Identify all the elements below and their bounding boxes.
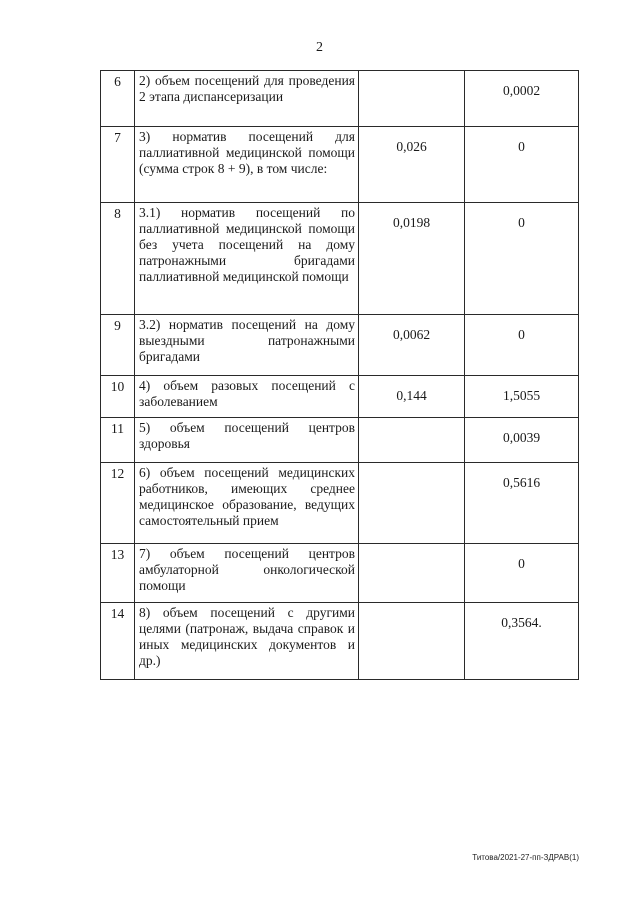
table-row xyxy=(101,315,579,376)
row-description: 3.2) норматив посещений на дому выездными патронажными бригадами xyxy=(135,315,359,376)
row-value-2: 0 xyxy=(465,315,579,376)
row-value-2: 0,0039 xyxy=(465,418,579,463)
table-row xyxy=(101,603,579,680)
row-value-1: 0,026 xyxy=(359,127,465,203)
row-number: 11 xyxy=(101,418,135,463)
row-description: 3.1) норматив посещений по паллиативной медицинской помощи без учета посещений на дому патронажными бригадами паллиативной медицинской помощи xyxy=(135,203,359,315)
table-row xyxy=(101,544,579,603)
row-number: 10 xyxy=(101,376,135,418)
row-value-2: 1,5055 xyxy=(465,376,579,418)
row-value-2: 0 xyxy=(465,127,579,203)
row-number: 8 xyxy=(101,203,135,315)
row-description: 7) объем посещений центров амбулаторной онкологической помощи xyxy=(135,544,359,603)
row-number: 7 xyxy=(101,127,135,203)
table-row xyxy=(101,71,579,127)
row-description: 3) норматив посещений для паллиативной медицинской помощи (сумма строк 8 + 9), в том числе: xyxy=(135,127,359,203)
page-number: 2 xyxy=(316,40,323,55)
document-code: Титова/2021-27-пп-ЗДРАВ(1) xyxy=(472,853,579,862)
row-value-1: 0,0062 xyxy=(359,315,465,376)
row-number: 14 xyxy=(101,603,135,680)
row-number: 9 xyxy=(101,315,135,376)
row-number: 13 xyxy=(101,544,135,603)
row-description: 2) объем посещений для проведения 2 этапа диспансеризации xyxy=(135,71,359,127)
row-value-1 xyxy=(359,544,465,603)
row-description: 4) объем разовых посещений с заболеванием xyxy=(135,376,359,418)
row-description: 8) объем посещений с другими целями (патронаж, выдача справок и иных медицинских документов и др.) xyxy=(135,603,359,680)
row-value-1 xyxy=(359,603,465,680)
row-number: 12 xyxy=(101,463,135,544)
row-value-2: 0 xyxy=(465,544,579,603)
row-value-1 xyxy=(359,418,465,463)
data-table xyxy=(100,70,579,680)
row-value-1 xyxy=(359,463,465,544)
row-description: 6) объем посещений медицинских работников, имеющих среднее медицинское образование, ведущих самостоятельный прием xyxy=(135,463,359,544)
row-value-1 xyxy=(359,71,465,127)
row-number: 6 xyxy=(101,71,135,127)
row-value-2: 0,5616 xyxy=(465,463,579,544)
table-row xyxy=(101,418,579,463)
table-row xyxy=(101,203,579,315)
table-row xyxy=(101,463,579,544)
row-value-1: 0,144 xyxy=(359,376,465,418)
row-value-2: 0 xyxy=(465,203,579,315)
row-value-1: 0,0198 xyxy=(359,203,465,315)
table-row xyxy=(101,376,579,418)
table-row xyxy=(101,127,579,203)
row-description: 5) объем посещений центров здоровья xyxy=(135,418,359,463)
row-value-2: 0,0002 xyxy=(465,71,579,127)
row-value-2: 0,3564. xyxy=(465,603,579,680)
